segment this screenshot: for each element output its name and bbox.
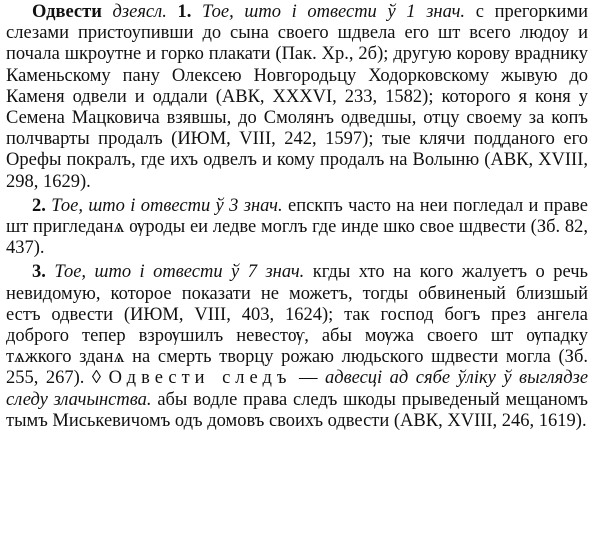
sense-number-2: 2. xyxy=(32,195,46,216)
sense-citations-3a: кгды хто на кого жалуетъ о речь невидомую, которое показати не можетъ, тогды обвиненый близшый естъ одвести (ИЮМ, VIII, 403, 1624); так господ богъ през ангела доброго тепер взрѹшилъ невестѹ, абы мѹжа своего шт ѹпадку тѧжкого зданѧ на смерть творцу рожаю людьского шдвести могла (Зб. 255, 267). xyxy=(6,262,588,389)
phrase-dash: — xyxy=(298,368,318,389)
sense-number-1: 1. xyxy=(177,2,192,22)
sense-gloss-2: Тое, што і отвести ў 3 знач. xyxy=(51,195,283,216)
sense-gloss-1: Тое, што і отвести ў 1 знач. xyxy=(202,2,466,22)
entry-sense-1 xyxy=(6,2,588,193)
sense-citations-2: епскпъ часто на неи погледал и праве шт пригледанѧ ѹроды еи ледве моглъ где инде шко свое шдвести (Зб. 82, 437). xyxy=(6,195,589,259)
phraseme: Одвести следъ xyxy=(108,368,292,389)
sense-citations-3b: абы водле права следъ шкоды прыведеный мещаномъ тымъ Миськевичомъ одъ домовъ своихъ одвести (АВК, XVIII, 246, 1619). xyxy=(6,389,588,431)
sense-gloss-3: Тое, што і отвести ў 7 знач. xyxy=(54,262,305,283)
headword: Одвести xyxy=(32,2,102,22)
sense-number-3: 3. xyxy=(32,262,46,283)
dictionary-entry xyxy=(6,2,588,432)
phraseme-gloss: адвесці ад сябе ўліку ў выглядзе следу злачынства. xyxy=(6,368,589,410)
phrase-diamond: ◊ xyxy=(91,368,102,389)
entry-sense-3 xyxy=(6,262,588,432)
entry-sense-2 xyxy=(6,196,588,260)
part-of-speech: дзеясл. xyxy=(112,2,167,22)
sense-citations-1: с прегоркими слезами пристоупивши до сына своего шдвела его шт всего людоу и почала шкроутне и горко плакати (Пак. Хр., 2б); другую корову враднику Каменьскому пану Олексею Новгородьцу Ходорковскому жывую до Каменя одвели и оддали (АВК, XXXVI, 233, 1582); которого я коня у Семена Мацковича взявшы, до Смолянъ одведшы, отцу своему за копъ полчварты продалъ (ИЮМ, VIII, 242, 1597); тые клячи подданого его Орефы покралъ, где ихъ одвелъ и кому продалъ на Волыню (АВК, XVIII, 298, 1629). xyxy=(6,2,589,192)
